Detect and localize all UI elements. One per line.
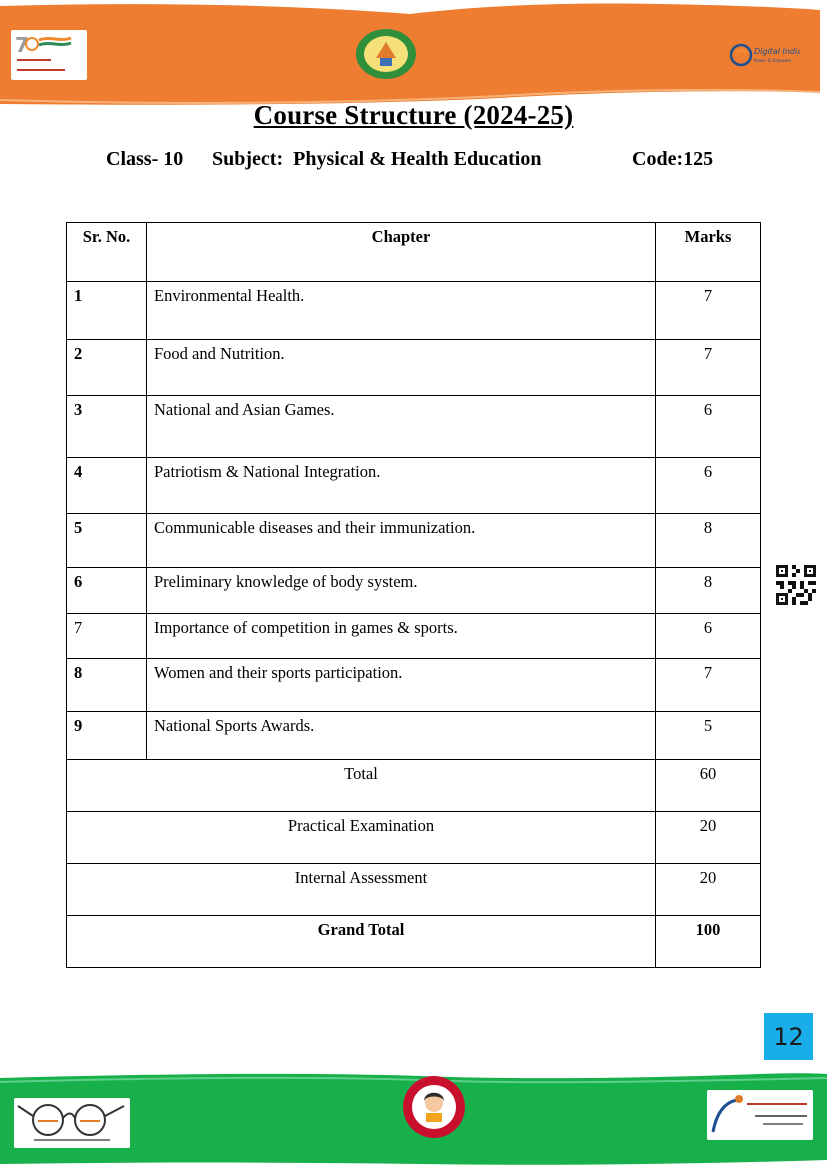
- digital-india-text: Digital India: [754, 47, 800, 56]
- row-sr: 4: [67, 458, 147, 514]
- summary-marks: 20: [656, 864, 761, 916]
- row-marks: 5: [656, 712, 761, 760]
- row-chapter: National and Asian Games.: [147, 396, 656, 458]
- class-label: Class- 10: [106, 148, 184, 170]
- row-chapter: Importance of competition in games & sports.: [147, 614, 656, 659]
- table-row: [67, 614, 761, 659]
- table-header-row: [67, 223, 761, 282]
- row-sr: 2: [67, 340, 147, 396]
- row-chapter: Women and their sports participation.: [147, 659, 656, 712]
- row-chapter: Food and Nutrition.: [147, 340, 656, 396]
- row-chapter: Preliminary knowledge of body system.: [147, 568, 656, 614]
- table-row: [67, 514, 761, 568]
- digital-india-logo: [730, 40, 800, 70]
- summary-marks: 60: [656, 760, 761, 812]
- shiksha-ka-adhikar-logo: [707, 1090, 813, 1140]
- summary-label: Internal Assessment: [67, 864, 656, 916]
- beti-bachao-logo: [402, 1075, 466, 1139]
- row-marks: 8: [656, 514, 761, 568]
- page-number-badge: 12: [764, 1013, 813, 1060]
- summary-row-total: [67, 760, 761, 812]
- header-sr-no: Sr. No.: [67, 223, 147, 282]
- swachh-bharat-logo: [14, 1098, 130, 1148]
- table-row: [67, 458, 761, 514]
- summary-marks: 100: [656, 916, 761, 968]
- summary-label: Total: [67, 760, 656, 812]
- summary-label: Practical Examination: [67, 812, 656, 864]
- qr-code: [776, 565, 816, 605]
- row-marks: 7: [656, 282, 761, 340]
- page-title: Course Structure (2024-25): [253, 100, 574, 130]
- row-chapter: Environmental Health.: [147, 282, 656, 340]
- summary-row-practical: [67, 812, 761, 864]
- digital-india-tagline: Power To Empower: [754, 58, 792, 63]
- row-marks: 6: [656, 458, 761, 514]
- row-marks: 8: [656, 568, 761, 614]
- row-sr: 9: [67, 712, 147, 760]
- emblem-logo: [354, 28, 418, 80]
- row-chapter: Patriotism & National Integration.: [147, 458, 656, 514]
- table-row: [67, 282, 761, 340]
- row-marks: 6: [656, 614, 761, 659]
- svg-text:7: 7: [15, 33, 29, 57]
- row-marks: 6: [656, 396, 761, 458]
- table-row: [67, 712, 761, 760]
- azadi-ka-amrit-mahotsav-logo: [11, 30, 87, 80]
- row-sr: 7: [67, 614, 147, 659]
- row-chapter: National Sports Awards.: [147, 712, 656, 760]
- row-sr: 8: [67, 659, 147, 712]
- row-sr: 1: [67, 282, 147, 340]
- header-chapter: Chapter: [147, 223, 656, 282]
- row-chapter: Communicable diseases and their immunization.: [147, 514, 656, 568]
- row-sr: 6: [67, 568, 147, 614]
- course-structure-table: [66, 222, 761, 968]
- table-row: [67, 568, 761, 614]
- header-marks: Marks: [656, 223, 761, 282]
- row-sr: 5: [67, 514, 147, 568]
- summary-label: Grand Total: [67, 916, 656, 968]
- row-marks: 7: [656, 659, 761, 712]
- summary-marks: 20: [656, 812, 761, 864]
- table-row: [67, 340, 761, 396]
- table-row: [67, 396, 761, 458]
- table-row: [67, 659, 761, 712]
- row-sr: 3: [67, 396, 147, 458]
- row-marks: 7: [656, 340, 761, 396]
- code-label: Code:125: [632, 148, 714, 170]
- subject-label: Subject: Physical & Health Education: [212, 148, 542, 170]
- summary-row-internal: [67, 864, 761, 916]
- summary-row-grand-total: [67, 916, 761, 968]
